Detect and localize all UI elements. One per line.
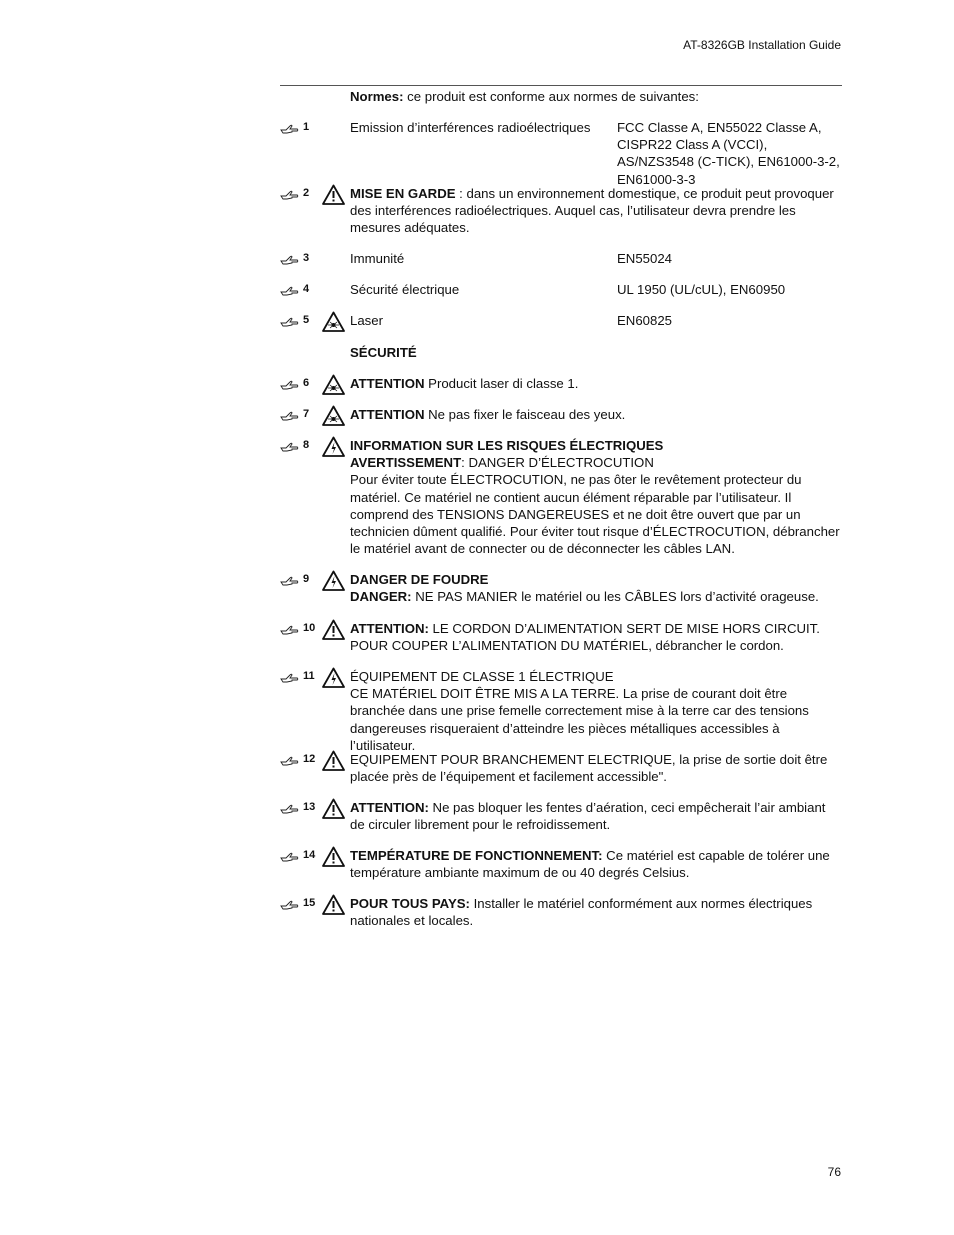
pointing-hand-icon bbox=[280, 440, 299, 452]
item-bold: DANGER: bbox=[350, 589, 412, 605]
pointing-hand-icon bbox=[280, 754, 299, 766]
warning-icon bbox=[322, 184, 345, 205]
laser-warning-icon bbox=[322, 405, 345, 426]
electric-shock-icon bbox=[322, 570, 345, 591]
item-number: 11 bbox=[280, 668, 320, 685]
item-label: Immunité bbox=[350, 251, 405, 266]
pointing-hand-icon bbox=[280, 574, 299, 586]
pointing-hand-icon bbox=[280, 898, 299, 910]
item-text: LE CORDON D’ALIMENTATION SERT DE MISE HORS CIRCUIT. POUR COUPER L’ALIMENTATION DU MATÉRIEL, débrancher le cordon. bbox=[350, 621, 820, 654]
page-number: 76 bbox=[827, 1165, 841, 1179]
item-bold: ATTENTION bbox=[350, 407, 425, 422]
item-label: Emission d’interférences radioélectriques bbox=[350, 120, 591, 135]
pointing-hand-icon bbox=[280, 378, 299, 390]
item-number: 2 bbox=[280, 185, 320, 202]
pointing-hand-icon bbox=[280, 253, 299, 265]
item-value: UL 1950 (UL/cUL), EN60950 bbox=[617, 282, 786, 297]
item-text: Pour éviter toute ÉLECTROCUTION, ne pas ôter le revêtement protecteur du matériel. Ce matériel ne contient aucun élément réparable par l’utilisateur. Il comprend des TENSIONS DANGEREUSES et ne doit être ouvert que par un technicien dûment qualifié. Pour éviter tout risque d’ÉLECTROCUTION, débrancher le matériel avant de connecter ou de déconnecter les câbles LAN. bbox=[350, 472, 840, 557]
item-number: 15 bbox=[280, 895, 320, 912]
item-number: 7 bbox=[280, 406, 320, 423]
laser-warning-icon bbox=[322, 311, 345, 332]
item-text: Producit laser di classe 1. bbox=[424, 376, 579, 391]
item-bold: ATTENTION bbox=[350, 376, 425, 391]
pointing-hand-icon bbox=[280, 122, 299, 134]
item-text: Installer le matériel conformément aux normes électriques nationales et locales. bbox=[350, 896, 813, 929]
pointing-hand-icon bbox=[280, 850, 299, 862]
item-value: EN55024 bbox=[617, 251, 672, 266]
item-number: 8 bbox=[280, 437, 320, 454]
item-label: Laser bbox=[350, 313, 383, 328]
item-number: 10 bbox=[280, 620, 320, 637]
item-title: DANGER DE FOUDRE bbox=[350, 572, 489, 587]
warning-icon bbox=[322, 750, 345, 771]
item-text: EQUIPEMENT POUR BRANCHEMENT ELECTRIQUE, la prise de sortie doit être placée près de l’équipement et facilement accessible". bbox=[350, 752, 828, 785]
item-number: 4 bbox=[280, 281, 320, 298]
item-number: 14 bbox=[280, 847, 320, 864]
item-number: 3 bbox=[280, 250, 320, 267]
item-title: INFORMATION SUR LES RISQUES ÉLECTRIQUES bbox=[350, 438, 664, 453]
item-value: EN60825 bbox=[617, 313, 672, 328]
item-label: Sécurité électrique bbox=[350, 282, 460, 297]
item-number: 12 bbox=[280, 751, 320, 768]
item-text: CE MATÉRIEL DOIT ÊTRE MIS A LA TERRE. La prise de courant doit être branchée dans une prise femelle correctement mise à la terre car des tensions dangereuses risqueraient d’atteindre les pièces métalliques accessibles à l’utilisateur. bbox=[350, 686, 809, 753]
pointing-hand-icon bbox=[280, 188, 299, 200]
item-bold: ATTENTION: bbox=[350, 621, 429, 636]
warning-icon bbox=[322, 619, 345, 640]
pointing-hand-icon bbox=[280, 409, 299, 421]
intro-bold: Normes: bbox=[350, 89, 404, 104]
laser-warning-icon bbox=[322, 374, 345, 395]
page-header: AT-8326GB Installation Guide bbox=[683, 38, 841, 52]
item-value: FCC Classe A, EN55022 Classe A, CISPR22 Class A (VCCI), AS/NZS3548 (C-TICK), EN61000-3-2, EN61000-3-3 bbox=[617, 120, 840, 187]
item-number: 13 bbox=[280, 799, 320, 816]
pointing-hand-icon bbox=[280, 284, 299, 296]
securite-heading: SÉCURITÉ bbox=[350, 345, 417, 360]
item-text: NE PAS MANIER le matériel ou les CÂBLES lors d’activité orageuse. bbox=[411, 589, 819, 605]
electric-shock-icon bbox=[322, 667, 345, 688]
item-text: : dans un environnement domestique, ce produit peut provoquer des interférences radioélectriques. Auquel cas, l’utilisateur devra prendre les mesures adéquates. bbox=[350, 186, 834, 236]
item-text: Ce matériel est capable de tolérer une température ambiante maximum de ou 40 degrés Celsius. bbox=[350, 848, 830, 881]
item-bold: MISE EN GARDE bbox=[350, 186, 456, 201]
item-number: 5 bbox=[280, 312, 320, 329]
item-number: 6 bbox=[280, 375, 320, 392]
warning-icon bbox=[322, 798, 345, 819]
intro-text: ce produit est conforme aux normes de suivantes: bbox=[403, 89, 699, 104]
warning-icon bbox=[322, 894, 345, 915]
pointing-hand-icon bbox=[280, 315, 299, 327]
item-bold: POUR TOUS PAYS: bbox=[350, 896, 470, 911]
item-number: 1 bbox=[280, 119, 320, 136]
header-rule bbox=[280, 85, 842, 86]
item-bold: ATTENTION: bbox=[350, 800, 429, 815]
electric-shock-icon bbox=[322, 436, 345, 457]
item-sub: : DANGER D’ÉLECTROCUTION bbox=[461, 455, 654, 471]
item-text: Ne pas fixer le faisceau des yeux. bbox=[424, 407, 626, 422]
item-bold: TEMPÉRATURE DE FONCTIONNEMENT: bbox=[350, 848, 603, 863]
item-bold: AVERTISSEMENT bbox=[350, 455, 462, 471]
item-number: 9 bbox=[280, 571, 320, 588]
warning-icon bbox=[322, 846, 345, 867]
pointing-hand-icon bbox=[280, 802, 299, 814]
pointing-hand-icon bbox=[280, 671, 299, 683]
item-title: ÉQUIPEMENT DE CLASSE 1 ÉLECTRIQUE bbox=[350, 669, 614, 684]
pointing-hand-icon bbox=[280, 623, 299, 635]
item-text: Ne pas bloquer les fentes d’aération, ceci empêcherait l’air ambiant de circuler librement pour le refroidissement. bbox=[350, 800, 826, 833]
